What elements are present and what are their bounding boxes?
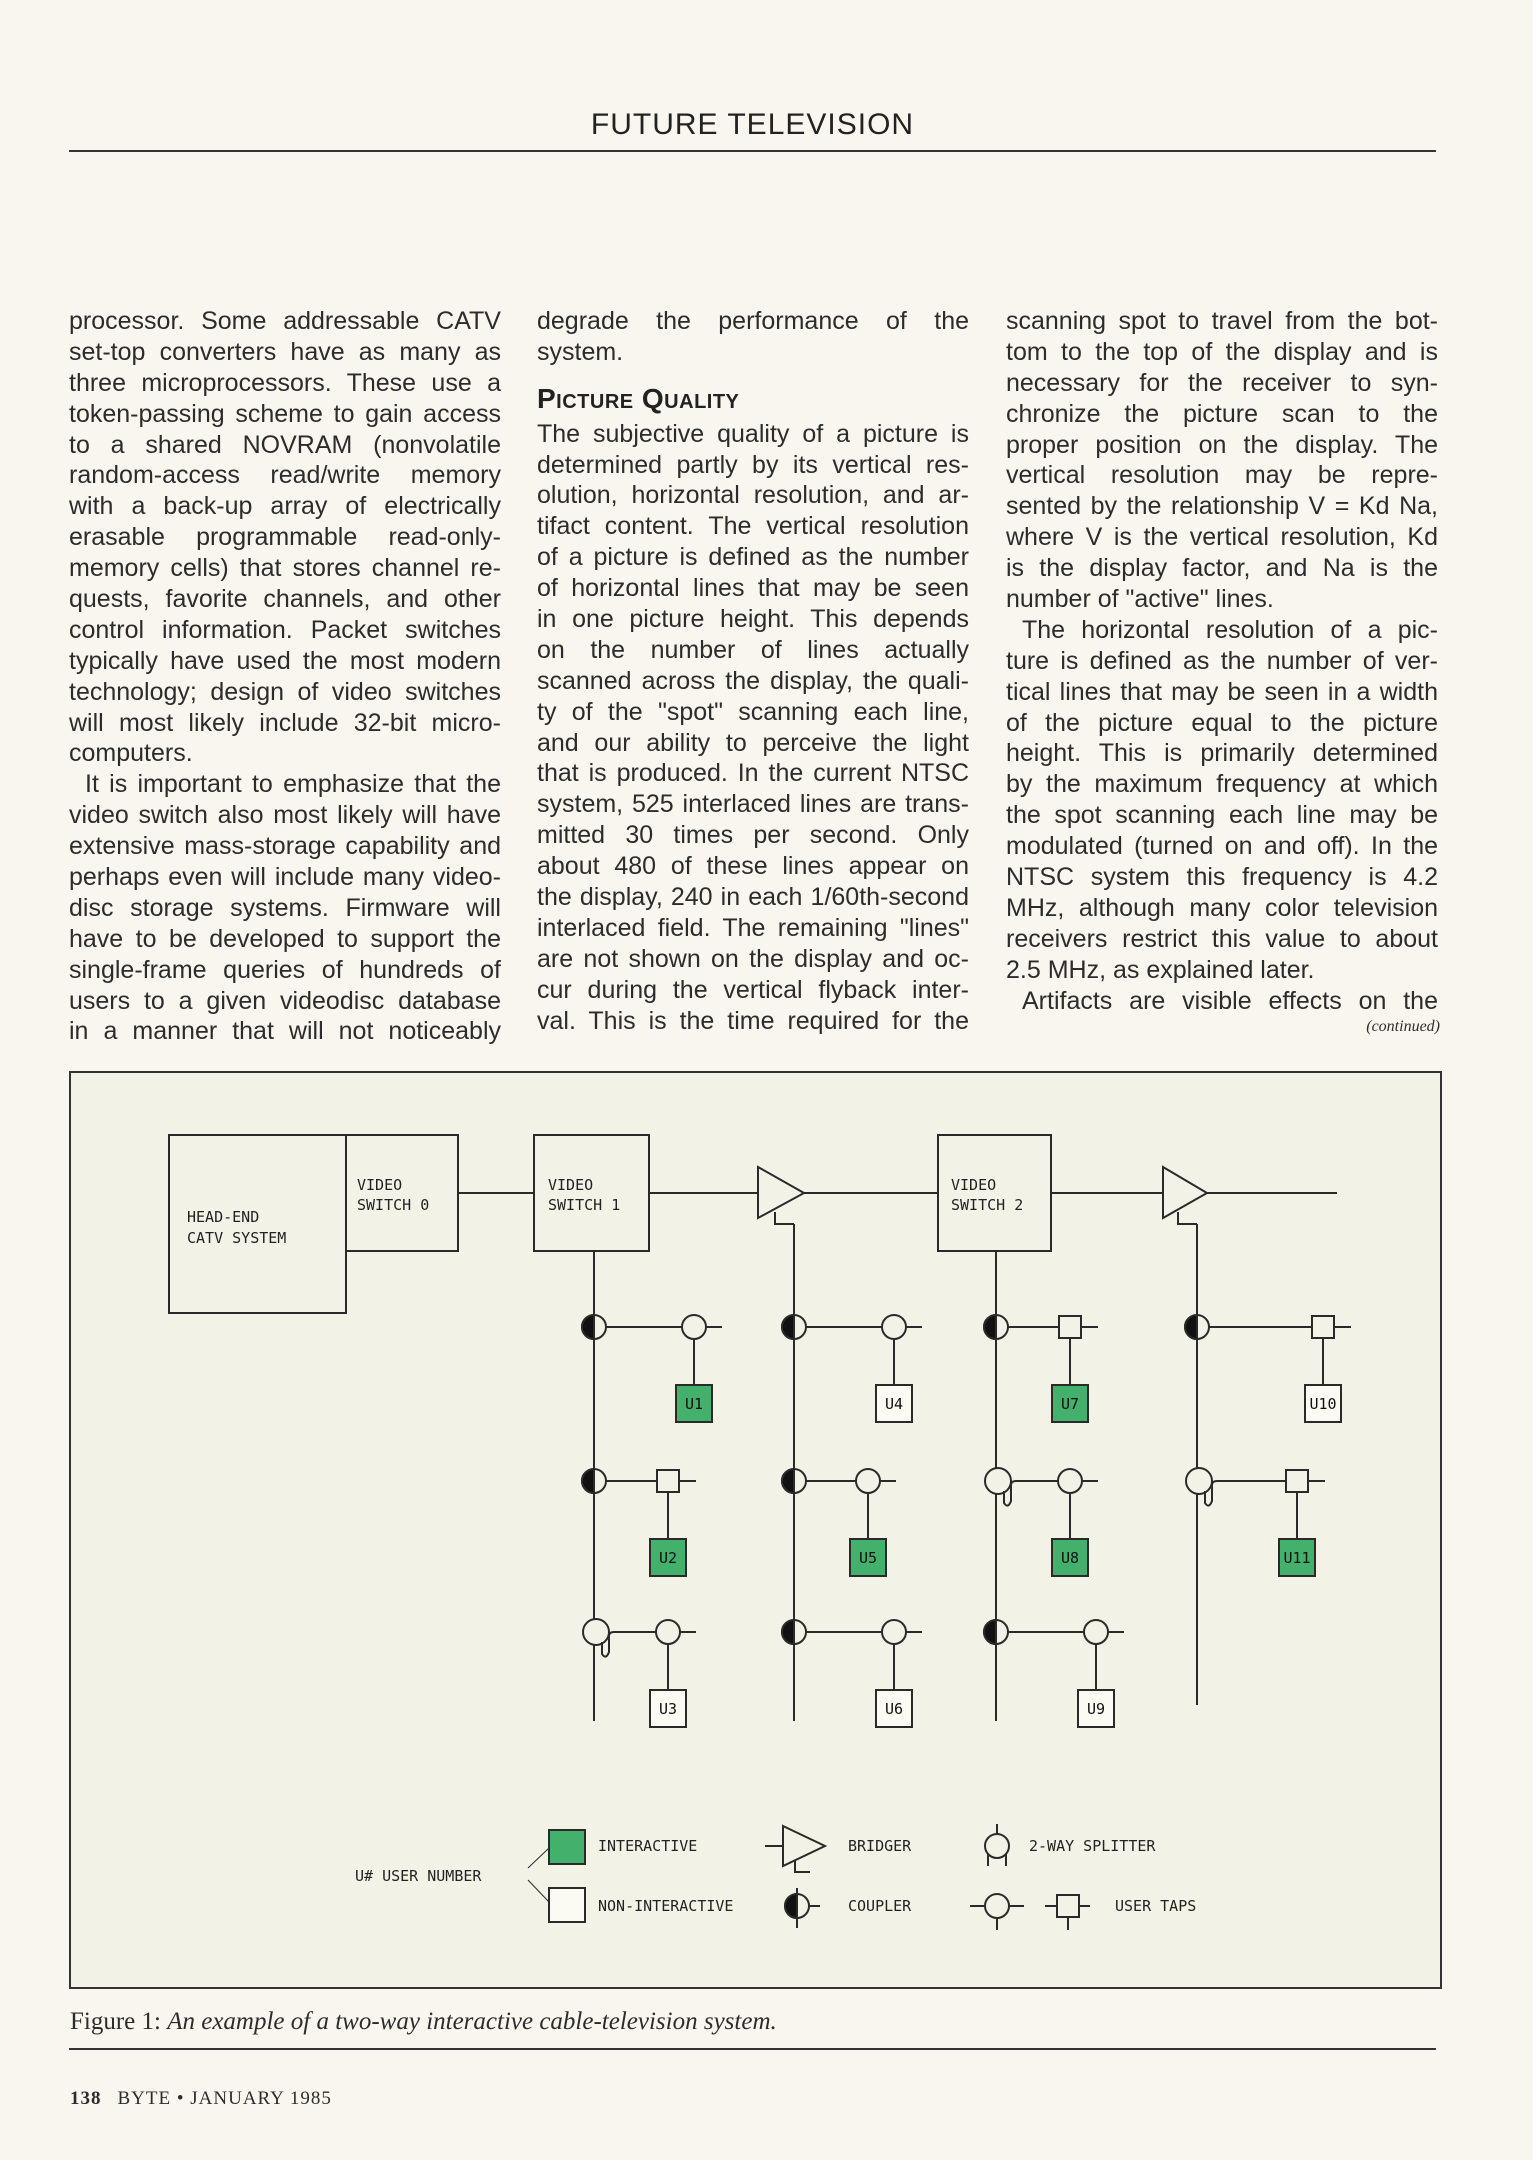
branch-line-2 (984, 1251, 1124, 1727)
text-line: of horizontal lines that may be seen (537, 574, 969, 603)
tap-U3 (583, 1619, 696, 1727)
splitter-legend-icon (985, 1824, 1009, 1866)
text-line: ture is defined as the number of ver- (1006, 646, 1438, 675)
splitter-icon (985, 1468, 1011, 1494)
svg-text:VIDEO: VIDEO (357, 1176, 403, 1194)
svg-text:SWITCH 0: SWITCH 0 (357, 1196, 430, 1214)
text-line: tifact content. The vertical resolution (537, 512, 969, 541)
headend-label: HEAD-END (187, 1208, 260, 1226)
text-line: will most likely include 32-bit micro- (69, 708, 501, 737)
text-line: technology; design of video switches (69, 677, 501, 706)
text-line: the display, 240 in each 1/60th-second (537, 883, 969, 912)
user-tap-circle-icon (882, 1620, 906, 1644)
user-tap-circle-icon (656, 1620, 680, 1644)
text-line: interlaced field. The remaining "lines" (537, 913, 969, 942)
text-line: vertical resolution may be repre- (1006, 461, 1438, 490)
branch-line-3 (1185, 1224, 1351, 1705)
user-number-label: U4 (884, 1395, 904, 1413)
text-line: of the picture equal to the picture (1006, 708, 1438, 737)
splitter-icon (1186, 1468, 1212, 1494)
video-switch-2 (938, 1135, 1051, 1251)
text-line: val. This is the time required for the (537, 1006, 969, 1035)
text-line: random-access read/write memory (69, 461, 501, 490)
text-line: olution, horizontal resolution, and ar- (537, 481, 969, 510)
splitter-tail (602, 1632, 696, 1657)
legend-splitter-label: 2-WAY SPLITTER (1029, 1837, 1156, 1855)
user-number-label: U8 (1060, 1549, 1080, 1567)
splitter-tail (1004, 1481, 1098, 1506)
text-line: token-passing scheme to gain access (69, 399, 501, 428)
bridger-icon (758, 1167, 804, 1224)
text-line: height. This is primarily determined (1006, 739, 1438, 768)
text-line: number of "active" lines. (1006, 585, 1274, 614)
tap-U2 (582, 1469, 696, 1576)
user-number-label: U6 (884, 1700, 904, 1718)
tap-U6 (782, 1620, 922, 1727)
text-line: tical lines that may be seen in a width (1006, 677, 1438, 706)
legend-noninteractive-label: NON-INTERACTIVE (598, 1897, 734, 1915)
text-line: in one picture height. This depends (537, 605, 969, 634)
text-line: have to be developed to support the (69, 924, 501, 953)
text-line: scanning spot to travel from the bot- (1006, 307, 1438, 335)
user-tap-square-icon (1059, 1316, 1081, 1338)
tap-U5 (782, 1469, 896, 1576)
user-tap-circle-icon (856, 1469, 880, 1493)
user-tap-circle-icon (1058, 1469, 1082, 1493)
text-line: are not shown on the display and oc- (537, 944, 969, 973)
caption-label: Figure 1: (70, 2008, 161, 2035)
text-line: degrade the performance of the (537, 307, 969, 335)
text-line: erasable programmable read-only- (69, 523, 501, 552)
text-line: where V is the vertical resolution, Kd (1006, 523, 1438, 552)
tap-U10 (1185, 1315, 1351, 1422)
text-line: It is important to emphasize that the (85, 770, 501, 799)
text-line: processor. Some addressable CATV (69, 307, 501, 335)
text-line: The horizontal resolution of a pic- (1022, 615, 1438, 644)
tap-U11 (1186, 1468, 1325, 1576)
svg-text:SWITCH 1: SWITCH 1 (548, 1196, 621, 1214)
magazine-issue: BYTE • JANUARY 1985 (117, 2088, 332, 2109)
splitter-icon (583, 1619, 609, 1645)
legend-noninteractive-swatch (549, 1888, 585, 1922)
coupler-fill (984, 1315, 996, 1339)
text-line: perhaps even will include many video- (69, 863, 501, 892)
user-number-label: U9 (1086, 1700, 1106, 1718)
continued-note: (continued) (1366, 1018, 1440, 1035)
coupler-fill (782, 1620, 794, 1644)
text-line: and our ability to perceive the light (537, 728, 969, 757)
text-line: is the display factor, and Na is the (1006, 554, 1438, 583)
branch-line-1 (782, 1224, 922, 1727)
text-line: three microprocessors. These use a (69, 368, 501, 397)
branch-line-0 (582, 1251, 722, 1727)
text-line: MHz, although many color television (1006, 893, 1438, 922)
text-line: video switch also most likely will have (69, 801, 501, 830)
bridger-legend-icon (765, 1826, 825, 1872)
text-line: of a picture is defined as the number (537, 543, 969, 572)
user-number-label: U3 (658, 1700, 678, 1718)
text-line: typically have used the most modern (69, 646, 501, 675)
text-line: tom to the top of the display and is (1006, 337, 1438, 366)
caption-rule (69, 2048, 1436, 2050)
headend-box (169, 1135, 346, 1313)
text-line: memory cells) that stores channel re- (69, 554, 501, 583)
coupler-fill (1185, 1315, 1197, 1339)
bridger-icon (1163, 1167, 1207, 1224)
legend-bridger-label: BRIDGER (848, 1837, 912, 1855)
text-line: system. (537, 337, 624, 366)
text-line: proper position on the display. The (1006, 430, 1438, 459)
text-line: on the number of lines actually (537, 635, 969, 664)
text-line: cur during the vertical flyback inter- (537, 975, 969, 1004)
text-line: extensive mass-storage capability and (69, 832, 501, 861)
text-line: NTSC system this frequency is 4.2 (1006, 863, 1438, 892)
coupler-fill (782, 1315, 794, 1339)
text-line: that is produced. In the current NTSC (537, 759, 969, 788)
legend (355, 1824, 1196, 1930)
text-line: disc storage systems. Firmware will (69, 893, 501, 922)
coupler-fill (582, 1315, 594, 1339)
text-line: ty of the "spot" scanning each line, (537, 697, 969, 726)
video-switch-0 (346, 1135, 458, 1251)
text-line: receivers restrict this value to about (1006, 924, 1438, 953)
user-tap-circle-icon (882, 1315, 906, 1339)
text-line: by the maximum frequency at which (1006, 770, 1438, 799)
coupler-fill (984, 1620, 996, 1644)
text-line: control information. Packet switches (69, 615, 501, 644)
text-line: the spot scanning each line may be (1006, 801, 1438, 830)
text-line: about 480 of these lines appear on (537, 852, 969, 881)
user-number-label: U10 (1309, 1395, 1337, 1413)
user-number-label: U1 (684, 1395, 704, 1413)
user-number-label: U2 (658, 1549, 678, 1567)
legend-coupler-label: COUPLER (848, 1897, 912, 1915)
legend-interactive-swatch (549, 1830, 585, 1864)
tap-U7 (984, 1315, 1098, 1422)
text-line: The subjective quality of a picture is (537, 419, 969, 448)
text-line: single-frame queries of hundreds of (69, 955, 501, 984)
user-number-label: U11 (1283, 1549, 1311, 1567)
text-line: determined partly by its vertical res- (537, 450, 969, 479)
user-number-label: U7 (1060, 1395, 1080, 1413)
user-tap-square-icon (1312, 1316, 1334, 1338)
page-number: 138 (70, 2088, 102, 2109)
text-line: 2.5 MHz, as explained later. (1006, 955, 1315, 984)
legend-user-taps-label: USER TAPS (1115, 1897, 1197, 1915)
legend-user-number: U# USER NUMBER (355, 1867, 482, 1885)
legend-interactive-label: INTERACTIVE (598, 1837, 698, 1855)
tap-U1 (582, 1315, 722, 1422)
user-tap-circle-icon (1084, 1620, 1108, 1644)
text-line: in a manner that will not noticeably (69, 1017, 501, 1046)
user-number-label: U5 (858, 1549, 878, 1567)
user-tap-square-legend-icon (1045, 1895, 1090, 1930)
tap-U9 (984, 1620, 1124, 1727)
svg-text:VIDEO: VIDEO (951, 1176, 997, 1194)
text-line: with a back-up array of electrically (69, 492, 501, 521)
text-line: mitted 30 times per second. Only (537, 821, 969, 850)
user-tap-square-icon (657, 1470, 679, 1492)
text-line: modulated (turned on and off). In the (1006, 832, 1438, 861)
figure-caption (70, 2008, 777, 2036)
user-tap-circle-legend-icon (970, 1894, 1024, 1930)
text-line: set-top converters have as many as (69, 337, 501, 366)
text-line: chronize the picture scan to the (1006, 399, 1438, 428)
text-line: users to a given videodisc database (69, 986, 501, 1015)
coupler-legend-icon (785, 1888, 820, 1928)
text-line: scanned across the display, the quali- (537, 666, 969, 695)
headend-label: CATV SYSTEM (187, 1229, 287, 1247)
caption-text: An example of a two-way interactive cable-television system. (167, 2008, 777, 2035)
svg-text:SWITCH 2: SWITCH 2 (951, 1196, 1024, 1214)
running-header: FUTURE TELEVISION (590, 108, 915, 141)
page-footer (70, 2088, 332, 2110)
svg-text:VIDEO: VIDEO (548, 1176, 594, 1194)
coupler-fill (782, 1469, 794, 1493)
text-line: to a shared NOVRAM (nonvolatile (69, 430, 501, 459)
tap-U8 (985, 1468, 1098, 1576)
text-line: necessary for the receiver to syn- (1006, 368, 1438, 397)
text-line: computers. (69, 739, 193, 768)
text-line: quests, favorite channels, and other (69, 585, 501, 614)
user-tap-square-icon (1286, 1470, 1308, 1492)
text-line: system, 525 interlaced lines are trans- (537, 790, 969, 819)
user-tap-circle-icon (682, 1315, 706, 1339)
tap-U4 (782, 1315, 922, 1422)
video-switch-1 (534, 1135, 649, 1251)
text-line: Artifacts are visible effects on the (1022, 986, 1438, 1015)
section-heading: Picture Quality (537, 382, 740, 414)
text-line: sented by the relationship V = Kd Na, (1006, 492, 1438, 521)
coupler-fill (582, 1469, 594, 1493)
